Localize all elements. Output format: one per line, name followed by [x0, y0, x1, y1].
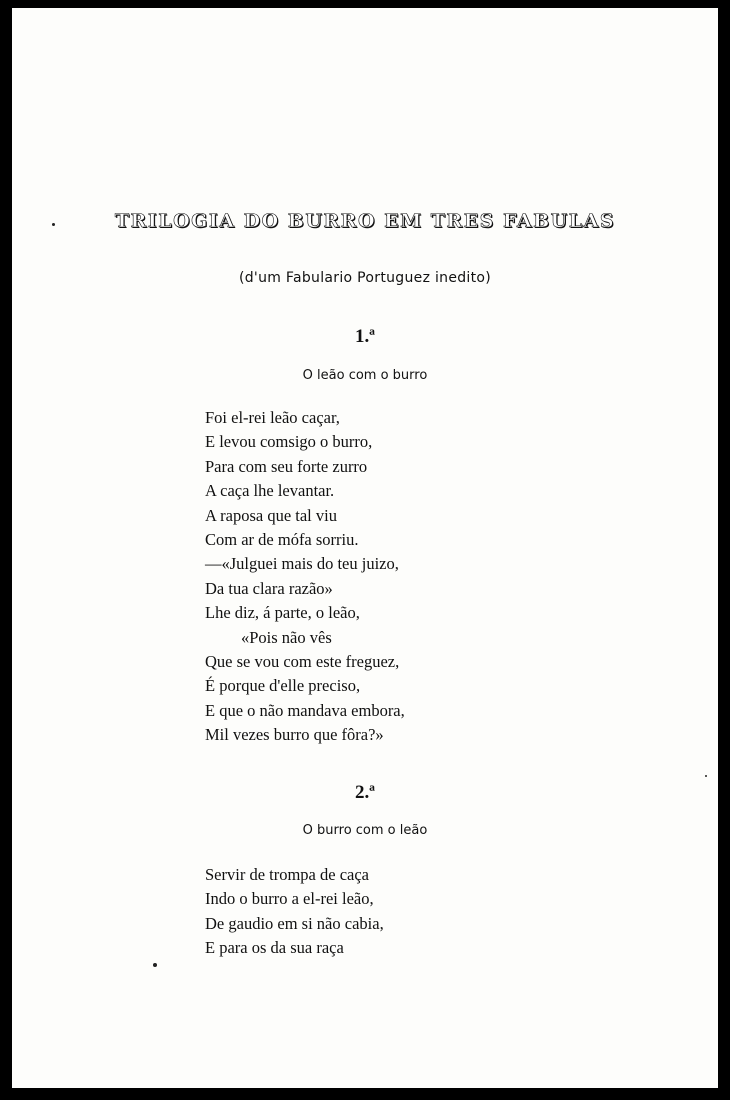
poem-line: Lhe diz, á parte, o leão,	[205, 603, 360, 623]
poem-stanza	[205, 406, 405, 748]
poem-line: Da tua clara razão»	[205, 578, 333, 598]
poem-line: Com ar de mófa sorriu.	[205, 530, 359, 550]
poem-line: Indo o burro a el-rei leão,	[205, 889, 374, 909]
poem-line: De gaudio em si não cabia,	[205, 913, 384, 933]
poem-line: Para com seu forte zurro	[205, 456, 368, 476]
scan-border-bottom	[0, 1088, 730, 1100]
scan-border-left	[0, 0, 12, 1100]
document-subtitle: (d'um Fabulario Portuguez inedito)	[238, 270, 492, 286]
poem-line: É porque d'elle preciso,	[205, 676, 361, 696]
poem-line: E para os da sua raça	[205, 938, 344, 958]
poem-line: A raposa que tal viu	[205, 505, 337, 525]
poem-line: —«Julguei mais do teu juizo,	[205, 554, 399, 574]
scan-border-right	[718, 0, 730, 1100]
poem-line: «Pois não vês	[241, 627, 332, 647]
section-number: 2.ª	[355, 782, 375, 803]
ink-speck	[153, 963, 157, 967]
document-page	[12, 8, 718, 1088]
poem-line: Servir de trompa de caça	[205, 865, 370, 884]
poem-line: Que se vou com este freguez,	[205, 652, 400, 672]
poem-line: A caça lhe levantar.	[205, 481, 335, 501]
poem-line: E levou comsigo o burro,	[205, 432, 373, 452]
poem-stanza	[205, 863, 384, 961]
document-title: TRILOGIA DO BURRO EM TRES FABULAS	[114, 210, 616, 232]
scan-border-top	[0, 0, 730, 8]
poem-line: Mil vezes burro que fôra?»	[205, 725, 384, 745]
poem-line: E que o não mandava embora,	[205, 700, 405, 720]
ink-speck	[705, 775, 707, 777]
section-heading: O burro com o leão	[302, 823, 428, 838]
section-number: 1.ª	[355, 326, 375, 347]
section-heading: O leão com o burro	[302, 368, 428, 383]
poem-line: Foi el-rei leão caçar,	[205, 408, 340, 427]
